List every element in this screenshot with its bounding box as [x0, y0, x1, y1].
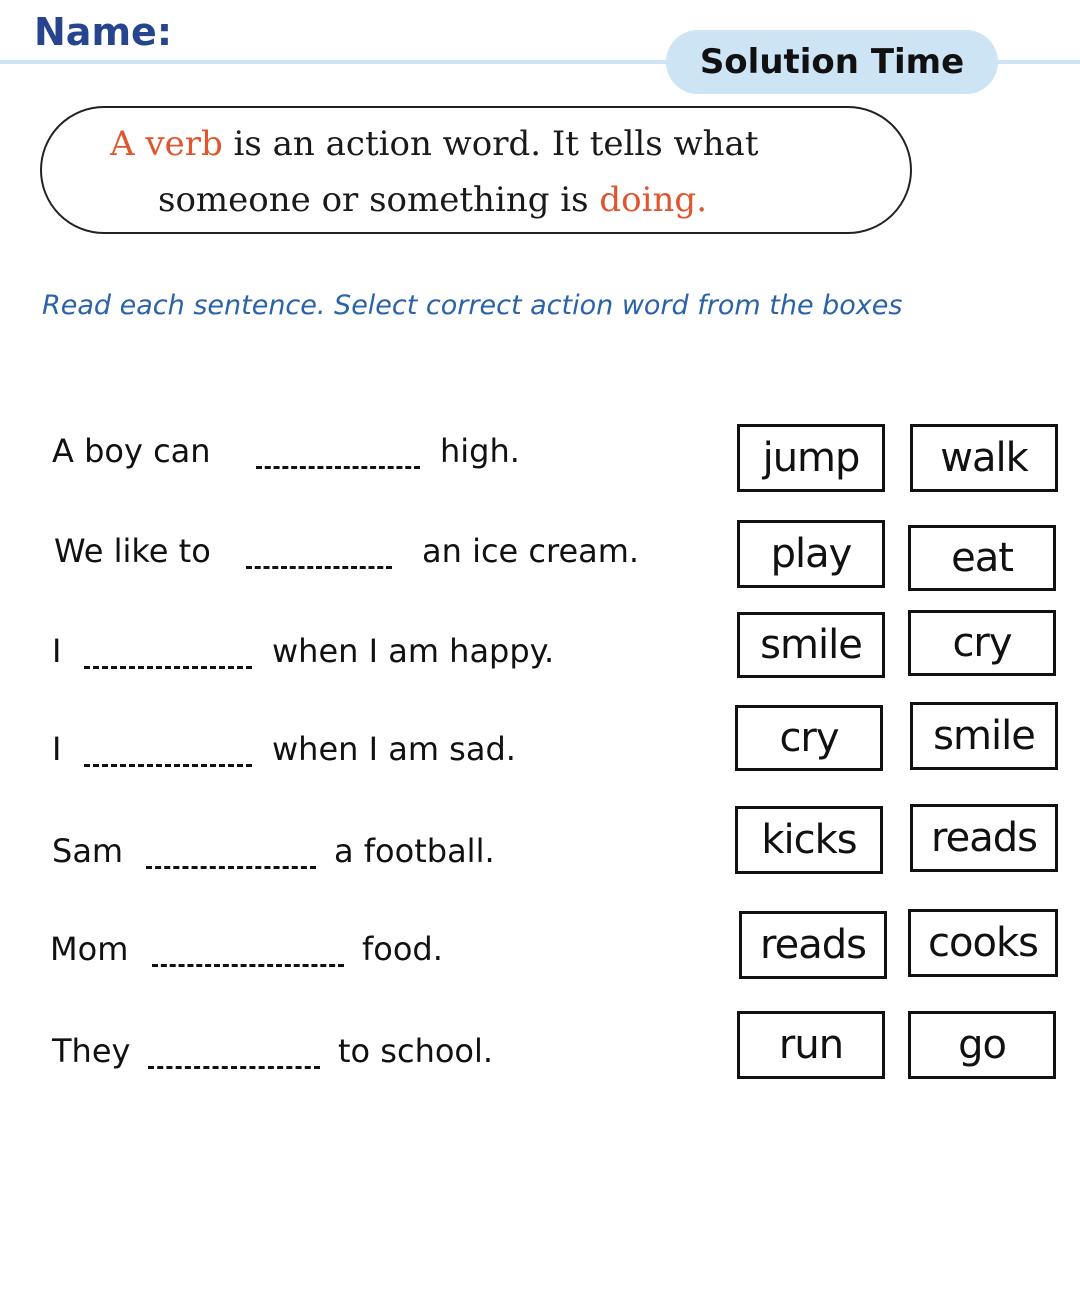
sentence-start: I — [52, 730, 62, 768]
definition-text-1: is an action word. It tells what — [222, 124, 759, 164]
sentence-start: I — [52, 632, 62, 670]
sentence-start: Sam — [52, 832, 124, 870]
option-box[interactable]: cooks — [908, 909, 1058, 977]
sentence-end: an ice cream. — [422, 532, 640, 570]
sentence-end: when I am sad. — [272, 730, 516, 768]
option-box[interactable]: run — [737, 1011, 885, 1079]
solution-time-badge — [666, 30, 998, 94]
answer-blank[interactable] — [152, 964, 344, 967]
option-box[interactable]: eat — [908, 525, 1056, 591]
option-box[interactable]: smile — [910, 702, 1058, 770]
answer-blank[interactable] — [84, 764, 252, 767]
definition-line-1 — [110, 124, 758, 164]
option-box[interactable]: jump — [737, 424, 885, 492]
definition-line-2 — [158, 180, 707, 220]
answer-blank[interactable] — [246, 566, 392, 569]
option-box[interactable]: walk — [910, 424, 1058, 492]
option-box[interactable]: smile — [737, 612, 885, 678]
sentence-end: to school. — [338, 1032, 494, 1070]
option-box[interactable]: reads — [739, 911, 887, 979]
option-box[interactable]: play — [737, 520, 885, 588]
badge-label: Solution Time — [699, 42, 965, 82]
sentence-start: We like to — [54, 532, 211, 570]
definition-term: A verb — [110, 124, 223, 164]
sentence-start: They — [52, 1032, 131, 1070]
option-box[interactable]: go — [908, 1011, 1056, 1079]
answer-blank[interactable] — [84, 666, 252, 669]
instruction-text: Read each sentence. Select correct action word from the boxes — [42, 290, 903, 321]
definition-text-2: someone or something is — [158, 180, 600, 220]
option-box[interactable]: cry — [735, 705, 883, 771]
sentence-end: high. — [440, 432, 520, 470]
sentence-end: food. — [362, 930, 443, 968]
option-box[interactable]: kicks — [735, 806, 883, 874]
sentence-end: when I am happy. — [272, 632, 555, 670]
answer-blank[interactable] — [148, 1066, 320, 1069]
sentence-start: A boy can — [52, 432, 211, 470]
option-box[interactable]: cry — [908, 610, 1056, 676]
answer-blank[interactable] — [256, 466, 420, 469]
answer-blank[interactable] — [146, 866, 316, 869]
sentence-end: a football. — [334, 832, 495, 870]
name-label: Name: — [34, 10, 173, 54]
definition-emphasis: doing. — [599, 180, 707, 220]
sentence-start: Mom — [50, 930, 129, 968]
option-box[interactable]: reads — [910, 804, 1058, 872]
